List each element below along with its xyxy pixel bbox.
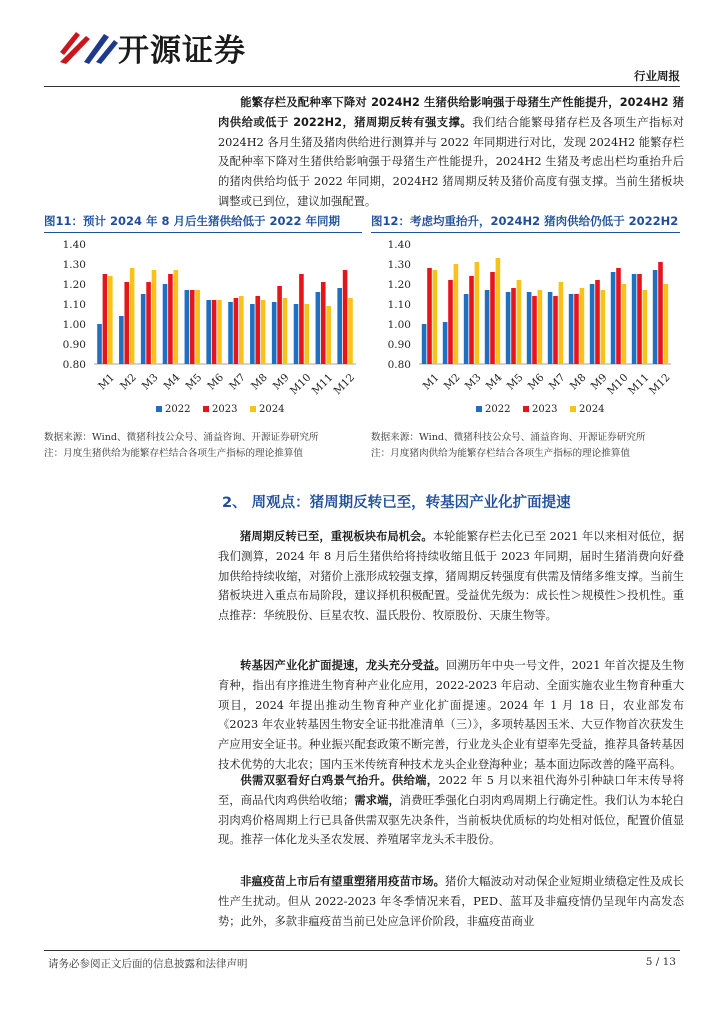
bar-2023-M11 (321, 282, 326, 364)
figure-11-note-line: 注：月度生猪供给为能繁存栏结合各项生产指标的理论推算值 (44, 448, 304, 459)
bar-2024-M4 (174, 270, 179, 364)
y-tick-label: 1.00 (62, 319, 86, 331)
footer-disclaimer: 请务必参阅正文后面的信息披露和法律声明 (48, 958, 248, 970)
legend-label-2023: 2023 (212, 404, 238, 415)
figure-11-title: 图11：预计 2024 年 8 月后生猪供给低于 2022 年同期 (44, 214, 341, 228)
bar-2023-M6 (212, 300, 217, 364)
figure-12-rule (371, 232, 680, 233)
report-type: 行业周报 (634, 69, 680, 83)
bar-2022-M5 (185, 290, 190, 364)
y-tick-label: 1.30 (62, 259, 86, 271)
bar-2024-M5 (517, 280, 522, 364)
legend-swatch-2024 (570, 406, 576, 412)
y-tick-label: 1.00 (387, 319, 411, 331)
x-tick-label: M6 (525, 371, 547, 393)
y-tick-label: 1.10 (387, 299, 411, 311)
bar-2022-M9 (272, 302, 277, 364)
bar-2024-M12 (348, 298, 353, 364)
bar-2022-M11 (316, 292, 321, 364)
x-tick-label: M4 (161, 371, 183, 393)
paragraph-broiler-lead: 供需双驱看好白鸡景气抬升。供给端， (240, 774, 439, 787)
bar-2024-M4 (496, 258, 501, 364)
x-tick-label: M8 (248, 371, 270, 393)
paragraph-vaccine-lead: 非瘟疫苗上市后有望重塑猪用疫苗市场。 (240, 875, 445, 888)
bar-2024-M7 (559, 282, 564, 364)
bar-2023-M4 (490, 272, 495, 364)
paragraph-gmo-lead: 转基因产业化扩面提速，龙头充分受益。 (240, 659, 446, 672)
bar-2023-M3 (469, 276, 474, 364)
bar-2022-M7 (228, 302, 233, 364)
bar-2024-M3 (152, 270, 157, 364)
bar-2022-M5 (506, 292, 511, 364)
bar-2023-M11 (637, 274, 642, 364)
bar-2023-M2 (124, 282, 129, 364)
y-tick-label: 1.10 (62, 299, 86, 311)
x-tick-label: M8 (567, 371, 589, 393)
figure-12-source (371, 430, 683, 462)
bar-2024-M8 (261, 300, 266, 364)
bar-2022-M2 (119, 316, 124, 364)
brand-name: 开源证券 (118, 33, 246, 69)
bar-2022-M3 (464, 294, 469, 364)
bar-2022-M10 (611, 272, 616, 364)
bar-2023-M10 (616, 268, 621, 364)
bar-2022-M11 (632, 274, 637, 364)
paragraph-broiler-demand: 需求端， (354, 793, 400, 807)
bar-2022-M8 (569, 294, 574, 364)
x-tick-label: M12 (647, 371, 673, 398)
bar-2022-M6 (206, 300, 211, 364)
paragraph-pig-cycle-text: 本轮能繁存栏去化已至 2021 年以来相对低位，据我们测算，2024 年 8 月后生猪供给将持续收缩且低于 2023 年同期，届时生猪消费向好叠加供给持续收缩，对猪价上涨形成较强支撑，猪周期反转强度有供需及情绪多维支撑。当前生猪板块进入重点布局阶段，建议择机积极配置。受益优先级为：成长性＞规模性＞投机性。重点推荐：华统股份、巨星农牧、温氏股份、牧原股份、天康生物等。 (218, 530, 684, 623)
x-tick-label: M10 (605, 371, 631, 398)
bar-2022-M9 (590, 284, 595, 364)
x-tick-label: M10 (287, 371, 314, 398)
paragraph-pig-cycle (218, 527, 684, 626)
bar-2023-M5 (511, 288, 516, 364)
bar-2024-M7 (239, 296, 244, 364)
paragraph-gmo (218, 656, 684, 775)
bar-2024-M6 (217, 300, 222, 364)
header-divider (44, 86, 680, 87)
paragraph-broiler (218, 771, 684, 850)
bar-2022-M8 (250, 304, 255, 364)
bar-2023-M8 (574, 294, 579, 364)
paragraph-gmo-text: 回溯历年中央一号文件，2021 年首次提及生物育种，指出有序推进生物育种产业化应用，2022-2023 年启动、全面实施农业生物育种重大项目，2024 年提出推动生物育种产业化扩面提速。2024 年 1 月 18 日，农业部发布《2023 年农业转基因生物安全证书批准清单（三）》，多项转基因玉米、大豆作物首次获发生产应用安全证书。种业振兴配套政策不断完善，行业龙头企业有望率先受益，推荐具备转基因技术优势的大北农；国内玉米传统育种技术龙头企业登海种业；基本面边际改善的隆平高科。 (218, 659, 684, 771)
chart-12-svg (371, 236, 681, 426)
y-tick-label: 0.90 (62, 339, 86, 351)
bar-2024-M2 (454, 264, 459, 364)
page-number: 5 / 13 (645, 956, 676, 968)
intro-paragraph (218, 93, 684, 212)
legend-swatch-2023 (523, 406, 529, 412)
bar-2022-M12 (653, 270, 658, 364)
x-tick-label: M3 (462, 371, 484, 393)
bar-2023-M10 (299, 274, 304, 364)
paragraph-vaccine (218, 872, 684, 931)
paragraph-vaccine-text: 猪价大幅波动对动保企业短期业绩稳定性及成长性产生扰动。但从 2022-2023 年冬季情况来看，PED、蓝耳及非瘟疫情仍呈现年内高发态势；此外，多款非瘟疫苗当前已处应急评价阶段，非瘟疫苗商业 (218, 875, 684, 928)
bar-2022-M1 (97, 324, 102, 364)
bar-2024-M6 (538, 290, 543, 364)
x-tick-label: M7 (546, 371, 568, 393)
bar-2023-M12 (343, 270, 348, 364)
figure-11-rule (44, 232, 362, 233)
figure-11-source (44, 430, 364, 462)
figure-11-chart (44, 236, 364, 430)
bar-2024-M12 (664, 284, 669, 364)
y-tick-label: 1.40 (62, 239, 86, 251)
bar-2023-M9 (277, 286, 282, 364)
y-tick-label: 0.80 (62, 359, 86, 371)
legend-swatch-2024 (250, 406, 256, 412)
legend-swatch-2022 (156, 406, 162, 412)
legend-label-2022: 2022 (165, 404, 191, 415)
bar-2023-M5 (190, 290, 195, 364)
x-tick-label: M11 (309, 371, 336, 398)
x-tick-label: M7 (227, 371, 248, 393)
bar-2024-M10 (622, 284, 627, 364)
x-tick-label: M3 (139, 371, 161, 393)
bar-2023-M4 (168, 274, 173, 364)
bar-2023-M9 (595, 280, 600, 364)
y-tick-label: 0.80 (387, 359, 411, 371)
bar-2022-M3 (141, 294, 146, 364)
bar-2022-M7 (548, 292, 553, 364)
x-tick-label: M12 (331, 371, 358, 398)
legend-label-2022: 2022 (485, 404, 511, 415)
bar-2024-M5 (195, 290, 200, 364)
bar-2024-M8 (580, 288, 585, 364)
bar-2022-M1 (422, 324, 427, 364)
x-tick-label: M5 (504, 371, 526, 393)
bar-2024-M11 (643, 290, 648, 364)
paragraph-broiler-text-2: 消费旺季强化白羽肉鸡周期上行确定性。我们认为本轮白羽肉鸡价格周期上行已具备供需双驱先决条件，当前板块优质标的均处相对低位，配置价值显现。推荐一体化龙头圣农发展、养殖屠宰龙头禾丰股份。 (218, 793, 684, 847)
paragraph-pig-cycle-lead: 猪周期反转已至，重视板块布局机会。 (240, 530, 433, 543)
bar-2023-M2 (448, 280, 453, 364)
intro-bold: 能繁存栏及配种率下降对 2024H2 生猪供给影响强于母猪生产性能提升，2024H2 猪肉供给或低于 2022H2，猪周期反转有强支撑。 (218, 96, 684, 129)
bar-2022-M2 (443, 322, 448, 364)
intro-text: 我们结合能繁母猪存栏及各项生产指标对 2024H2 各月生猪及猪肉供给进行测算并与 2022 年同期进行对比，发现 2024H2 能繁存栏及配种率下降对生猪供给影响强于母猪生产性能提升，2024H2 生猪及考虑出栏均重抬升后的猪肉供给均低于 2022 年同期，2024H2 猪周期反转及猪价高度有强支撑。当前生猪板块调整或已到位，建议加强配置。 (218, 115, 684, 208)
x-tick-label: M6 (205, 371, 227, 393)
x-tick-label: M11 (626, 371, 652, 398)
y-tick-label: 0.90 (387, 339, 411, 351)
bar-2024-M1 (108, 276, 113, 364)
bar-2022-M6 (527, 292, 532, 364)
legend-label-2024: 2024 (579, 404, 605, 415)
x-tick-label: M1 (96, 371, 117, 393)
x-tick-label: M2 (117, 371, 139, 393)
footer-divider (44, 950, 680, 951)
x-tick-label: M9 (588, 371, 610, 393)
bar-2022-M4 (485, 290, 490, 364)
bar-2024-M9 (601, 290, 606, 364)
x-tick-label: M9 (270, 371, 292, 393)
x-tick-label: M1 (420, 371, 442, 393)
figure-12-title: 图12：考虑均重抬升，2024H2 猪肉供给仍低于 2022H2 (371, 214, 679, 228)
bar-2023-M8 (255, 296, 260, 364)
bar-2022-M4 (163, 284, 168, 364)
bar-2023-M3 (146, 282, 151, 364)
bar-2022-M10 (294, 304, 299, 364)
bar-2024-M10 (305, 304, 310, 364)
bar-2023-M7 (234, 298, 239, 364)
bar-2023-M7 (553, 296, 558, 364)
x-tick-label: M2 (441, 371, 463, 393)
y-tick-label: 1.30 (387, 259, 411, 271)
legend-label-2023: 2023 (532, 404, 558, 415)
section-heading: 2、 周观点：猪周期反转已至，转基因产业化扩面提速 (222, 495, 571, 511)
y-tick-label: 1.20 (387, 279, 411, 291)
legend-swatch-2023 (203, 406, 209, 412)
legend-label-2024: 2024 (259, 404, 285, 415)
bar-2022-M12 (337, 288, 342, 364)
bar-2024-M11 (326, 306, 331, 364)
bar-2023-M1 (427, 268, 432, 364)
bar-2024-M9 (283, 298, 288, 364)
bar-2023-M12 (658, 262, 663, 364)
bar-2024-M2 (130, 268, 135, 364)
bar-2024-M3 (475, 262, 480, 364)
figure-11-source-line: 数据来源：Wind、微猪科技公众号、涌益咨询、开源证券研究所 (44, 432, 319, 443)
figure-12-source-line: 数据来源：Wind、微猪科技公众号、涌益咨询、开源证券研究所 (371, 432, 646, 443)
figure-12-chart (371, 236, 681, 430)
paragraph-broiler-text: 2022 年 5 月以来祖代海外引种缺口年末传导将至，商品代肉鸡供给收缩； (218, 774, 684, 807)
bar-2024-M1 (433, 270, 438, 364)
figure-12-note-line: 注：月度猪肉供给为能繁存栏结合各项生产指标的理论推算值 (371, 448, 631, 459)
bar-2023-M1 (103, 274, 108, 364)
y-tick-label: 1.40 (387, 239, 411, 251)
x-tick-label: M5 (183, 371, 205, 393)
x-tick-label: M4 (483, 371, 505, 393)
y-tick-label: 1.20 (62, 279, 86, 291)
legend-swatch-2022 (476, 406, 482, 412)
bar-2023-M6 (532, 296, 537, 364)
chart-11-svg (44, 236, 364, 426)
